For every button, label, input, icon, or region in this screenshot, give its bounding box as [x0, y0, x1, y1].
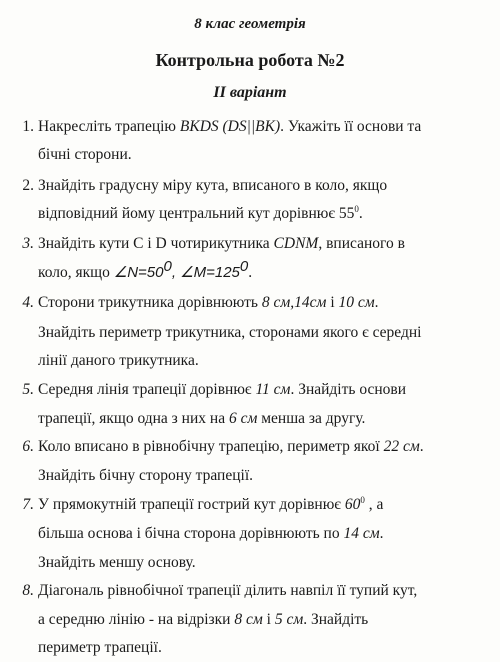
text-fragment: , вписаного в — [318, 235, 405, 252]
text-fragment: а середню лінію - на відрізки — [38, 611, 235, 628]
text-fragment: , а — [364, 496, 384, 513]
angle-value: 60 — [344, 496, 361, 513]
text-fragment: . — [379, 525, 384, 542]
side-length: 10 см — [338, 294, 375, 311]
text-fragment: Середня лінія трапеції дорівнює — [38, 381, 256, 398]
task-number: 3. — [22, 235, 34, 252]
text-fragment: менша за другу. — [257, 410, 366, 427]
task-text-line: Знайдіть градусну міру кута, вписаного в коло, якщо — [38, 177, 388, 194]
trapezoid-name: BKDS (DS||BK) — [179, 118, 281, 135]
text-fragment: . — [248, 264, 253, 281]
task-number: 5. — [22, 381, 34, 398]
task-text-line — [38, 496, 383, 514]
task-text-line — [38, 235, 405, 253]
text-fragment: Сторони трикутника дорівнюють — [38, 294, 262, 311]
task-text-line — [38, 611, 368, 629]
task-number: 6. — [22, 438, 34, 455]
task-number: 7. — [22, 496, 34, 513]
task-text-line — [38, 258, 253, 282]
text-fragment: У прямокутній трапеції гострий кут дорівнює — [38, 496, 345, 513]
task-text-line: Знайдіть бічну сторону трапеції. — [38, 467, 254, 484]
angle-n-value: ∠N=50 — [113, 264, 164, 281]
degree-mark: 0 — [354, 204, 359, 214]
task-text-line — [38, 118, 421, 136]
side-lengths: 8 см,14см — [261, 294, 327, 311]
task-text-line: Знайдіть периметр трикутника, сторонами якого є середні — [38, 324, 422, 341]
difference-length: 6 см — [228, 410, 258, 427]
length-value: 14 см — [343, 525, 380, 542]
degree-mark: 0 — [239, 258, 249, 275]
midline-length: 11 см — [255, 381, 291, 398]
task-text-line: лінії даного трикутника. — [38, 352, 199, 369]
text-fragment: Накресліть трапецію — [38, 118, 180, 135]
segment-length: 8 см — [234, 611, 263, 628]
text-fragment: . — [419, 438, 424, 455]
task-text-line: периметр трапеції. — [38, 639, 162, 656]
task-number: 2. — [22, 177, 34, 194]
degree-mark: 0 — [360, 495, 365, 505]
segment-length: 5 см — [274, 611, 304, 628]
text-fragment: Знайдіть кути С і D чотирикутника — [38, 235, 274, 252]
text-fragment: . Укажіть її основи та — [280, 118, 422, 135]
text-fragment: і — [326, 294, 339, 311]
task-number: 1. — [22, 118, 34, 135]
variant-heading: II варіант — [213, 84, 287, 101]
task-text-line: Знайдіть меншу основу. — [38, 554, 196, 571]
text-fragment: . — [358, 205, 363, 222]
task-text-line — [38, 294, 379, 312]
text-fragment: . Знайдіть основи — [290, 381, 407, 398]
task-text-line — [38, 205, 363, 223]
task-text-line — [38, 410, 365, 428]
text-fragment: Коло вписано в рівнобічну трапецію, периметр якої — [38, 438, 384, 455]
text-fragment: більша основа і бічна сторона дорівнюють по — [38, 525, 344, 542]
text-fragment: трапеції, якщо одна з них на — [38, 410, 229, 427]
task-text-line: Діагональ рівнобічної трапеції ділить навпіл її тупий кут, — [38, 582, 418, 599]
degree-mark: 0 — [163, 258, 172, 275]
text-fragment: . Знайдіть — [303, 611, 369, 628]
text-fragment: коло, якщо — [38, 264, 114, 281]
quadrilateral-name: CDNM — [273, 235, 319, 252]
task-number: 4. — [22, 294, 34, 311]
text-fragment: . — [374, 294, 379, 311]
task-text-line — [38, 381, 406, 399]
perimeter-value: 22 см — [383, 438, 420, 455]
task-text-line: бічні сторони. — [38, 146, 132, 163]
test-title: Контрольна робота №2 — [155, 50, 345, 70]
text-fragment: і — [262, 611, 275, 628]
task-text-line — [38, 438, 424, 456]
task-number: 8. — [22, 582, 34, 599]
grade-subject-heading: 8 клас геометрія — [194, 16, 306, 32]
angle-m-value: , ∠M=125 — [171, 264, 240, 281]
text-fragment: відповідний йому центральний кут дорівнює 55 — [38, 205, 355, 222]
task-text-line — [38, 525, 384, 543]
